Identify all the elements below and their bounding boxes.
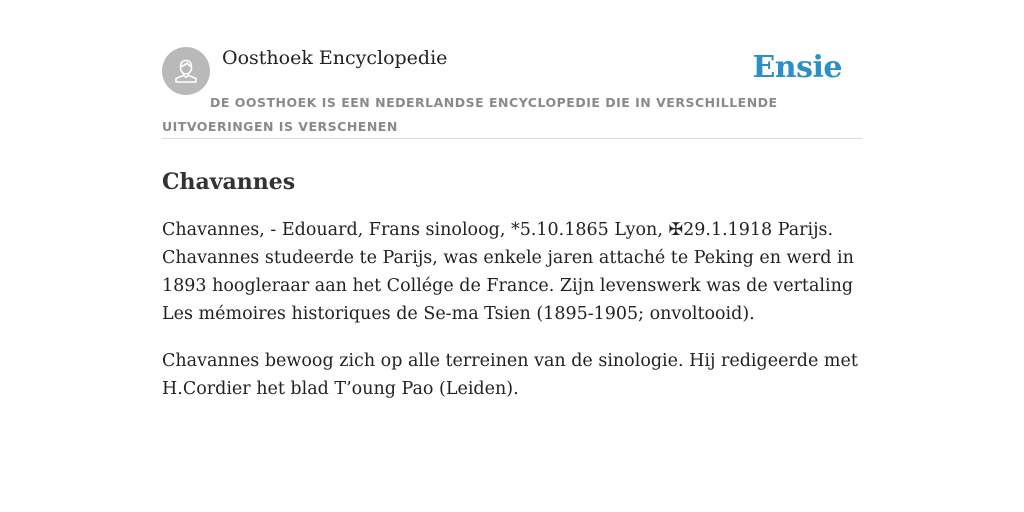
article-paragraph: Chavannes, - Edouard, Frans sinoloog, *5.10.1865 Lyon, ✠29.1.1918 Parijs. Chavannes studeerde te Parijs, was enkele jaren attaché te Peking en werd in 1893 hoogleraar aan het Collége de France. Zijn levenswerk was de vertaling Les mémoires historiques de Se-ma Tsien (1895-1905; onvoltooid).	[162, 220, 854, 324]
article-paragraph: Chavannes bewoog zich op alle terreinen van de sinologie. Hij redigeerde met H.Cordier het blad T’oung Pao (Leiden).	[162, 351, 858, 399]
site-subtitle: DE OOSTHOEK IS EEN NEDERLANDSE ENCYCLOPEDIE DIE IN VERSCHILLENDE UITVOERINGEN IS VERSCHENEN	[162, 95, 778, 134]
article-title: Chavannes	[162, 169, 296, 195]
article-body	[162, 216, 862, 422]
page-container	[162, 46, 862, 399]
site-name[interactable]: Oosthoek Encyclopedie	[222, 47, 448, 69]
avatar[interactable]	[162, 47, 210, 95]
site-header	[162, 46, 862, 139]
brand-logo[interactable]: Ensie	[752, 50, 842, 85]
user-icon	[171, 56, 201, 86]
